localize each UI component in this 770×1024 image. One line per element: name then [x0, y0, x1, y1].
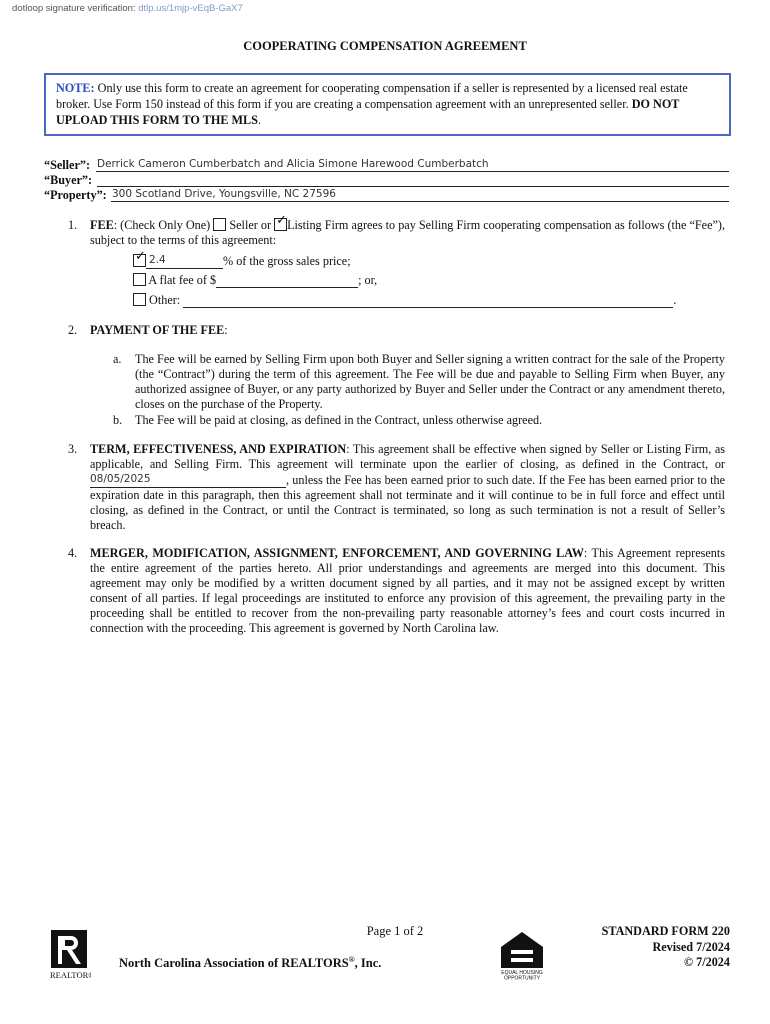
- flat-fee-option: [133, 273, 377, 288]
- section-2-number: 2.: [68, 323, 78, 337]
- flat-fee-label: A flat fee of $: [148, 273, 217, 287]
- percent-field[interactable]: 2.4: [146, 253, 223, 269]
- form-copyright: © 7/2024: [683, 955, 730, 969]
- other-checkbox[interactable]: [133, 293, 146, 306]
- seller-option-label: Seller or: [226, 218, 275, 232]
- section-3-text-a: : This agreement shall be effective when signed by Seller or Listing Firm, as applicable, and Selling Firm. This agreement will terminate upon the earlier of closing, as defined in the Contract, or: [90, 442, 725, 471]
- section-4: [90, 546, 725, 636]
- section-1-number: 1.: [68, 218, 78, 232]
- other-tail: .: [673, 293, 677, 307]
- org-tail: , Inc.: [354, 956, 382, 971]
- verification-label: dotloop signature verification:: [12, 3, 136, 14]
- property-row: [44, 188, 729, 203]
- section-2-heading: PAYMENT OF THE FEE: [90, 323, 225, 337]
- form-number: STANDARD FORM 220: [601, 924, 730, 938]
- buyer-row: [44, 173, 729, 188]
- section-4-number: 4.: [68, 546, 78, 560]
- equal-housing-icon: [497, 930, 547, 980]
- section-3-text-b: , unless the Fee has been earned prior to such date. If the Fee has been earned prior to the expiration date in this paragraph, then this agreement shall not terminate and it will continue to be in full force and effect until closing, as defined in the Contract, or until the Contract is terminated, so long as such termination is not a result of Seller’s breach.: [90, 473, 725, 532]
- buyer-label: “Buyer”:: [44, 173, 93, 187]
- other-field[interactable]: [183, 307, 673, 308]
- org-name: North Carolina Association of REALTORS: [119, 956, 349, 971]
- section-2b-text: The Fee will be paid at closing, as defined in the Contract, unless otherwise agreed.: [135, 413, 543, 427]
- document-title: COOPERATING COMPENSATION AGREEMENT: [243, 39, 527, 53]
- property-label: “Property”:: [44, 188, 107, 202]
- listing-firm-checkbox[interactable]: [274, 213, 287, 231]
- percent-checkbox[interactable]: [133, 249, 146, 267]
- section-2a-number: a.: [113, 352, 122, 366]
- seller-label: “Seller”:: [44, 158, 91, 172]
- property-field[interactable]: 300 Scotland Drive, Youngsville, NC 27596: [112, 188, 336, 200]
- note-heading: NOTE:: [56, 81, 95, 95]
- percent-option: [133, 249, 351, 269]
- realtor-logo-icon: [49, 928, 91, 980]
- flat-fee-tail: ; or,: [358, 273, 378, 287]
- section-1-text: : (Check Only One): [113, 218, 214, 232]
- note-end: .: [257, 113, 261, 127]
- signature-verification: [12, 3, 243, 14]
- section-3-heading: TERM, EFFECTIVENESS, AND EXPIRATION: [90, 442, 347, 456]
- expiration-date-field[interactable]: 08/05/2025: [90, 472, 286, 488]
- section-4-text: : This Agreement represents the entire agreement of the parties hereto. All prior understandings and agreements are merged into this document. This agreement may only be modified by a written document signed by all parties, and it may not be assigned except by written consent of all parties. If legal proceedings are instituted to enforce any provision of this agreement, the prevailing party in the proceeding shall be entitled to recover from the non-prevailing party reasonable attorney’s fees and court costs incurred in connection with the proceeding. This agreement is governed by North Carolina law.: [90, 546, 725, 635]
- section-2-heading-row: [90, 323, 725, 338]
- flat-fee-field[interactable]: [216, 287, 358, 288]
- section-4-heading: MERGER, MODIFICATION, ASSIGNMENT, ENFORCEMENT, AND GOVERNING LAW: [90, 546, 584, 560]
- section-3: [90, 442, 725, 533]
- listing-check-icon: ✓: [276, 213, 287, 228]
- note-bold: DO NOT UPLOAD THIS FORM TO THE MLS: [56, 97, 680, 127]
- org-reg-mark: ®: [348, 955, 355, 964]
- page-number: Page 1 of 2: [366, 924, 424, 938]
- form-revised: Revised 7/2024: [652, 939, 730, 954]
- section-3-number: 3.: [68, 442, 78, 456]
- section-1: [90, 213, 725, 248]
- other-label: Other:: [149, 293, 181, 307]
- section-2b-number: b.: [113, 413, 123, 427]
- listing-option-label: Listing Firm agrees to pay Selling Firm cooperating compensation as follows (the “Fee”), subject to the terms of this agreement:: [90, 218, 725, 247]
- flat-fee-checkbox[interactable]: [133, 273, 146, 286]
- seller-row: [44, 158, 729, 173]
- section-2-colon: :: [224, 323, 228, 337]
- svg-text:REALTOR®: REALTOR®: [50, 970, 91, 980]
- association-name: [119, 955, 381, 971]
- percent-check-icon: ✓: [135, 249, 146, 264]
- svg-text:OPPORTUNITY: OPPORTUNITY: [503, 975, 541, 980]
- note-box: [44, 73, 731, 136]
- form-info: [560, 924, 730, 971]
- verification-link[interactable]: dtlp.us/1mjp-vEqB-GaX7: [138, 3, 243, 14]
- other-option: [133, 293, 676, 308]
- section-1-heading: FEE: [90, 218, 114, 232]
- seller-checkbox[interactable]: [213, 218, 226, 231]
- percent-label: % of the gross sales price;: [223, 254, 351, 268]
- seller-field[interactable]: Derrick Cameron Cumberbatch and Alicia Simone Harewood Cumberbatch: [97, 158, 489, 170]
- svg-text:EQUAL HOUSING: EQUAL HOUSING: [501, 970, 543, 976]
- note-text: Only use this form to create an agreement for cooperating compensation if a seller is represented by a licensed real estate broker. Use Form 150 instead of this form if you are creating a compensation agreement with an unrepresented seller.: [56, 81, 688, 111]
- section-2a-text: The Fee will be earned by Selling Firm upon both Buyer and Seller signing a written contract for the sale of the Property (the “Contract”) during the term of this agreement. The Fee will be due and payable to Selling Firm when Buyer, any authorized assignee of Buyer, or any party authorized by Buyer and Seller under the Contract or any amendment thereto, closes on the purchase of the Property.: [135, 352, 725, 411]
